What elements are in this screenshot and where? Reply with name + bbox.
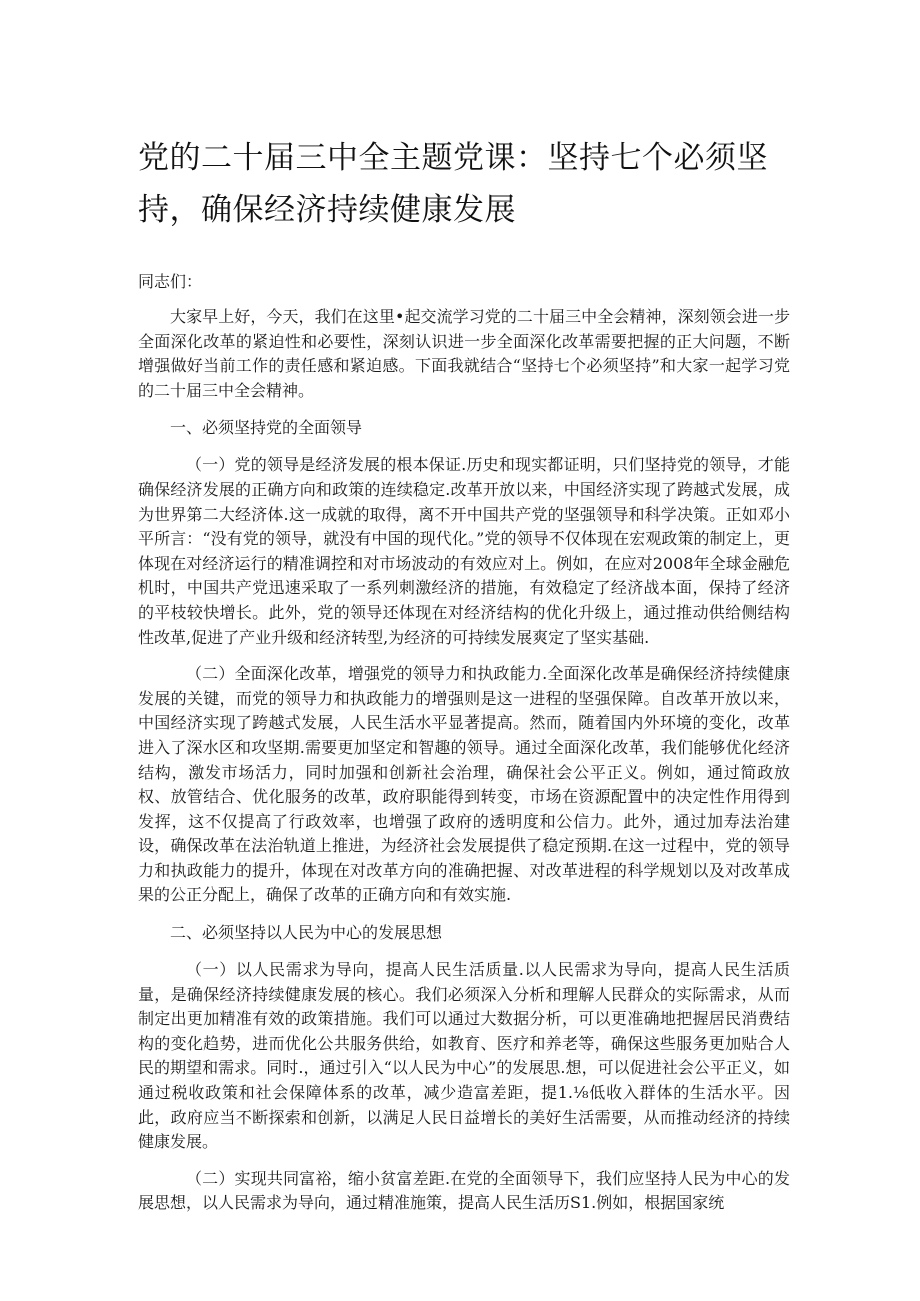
intro-paragraph: 大家早上好，今天，我们在这里•起交流学习党的二十届三中全会精神，深刻领会进一步全面深化改革的紧迫性和必要性，深刻认识进一步全面深化改革需要把握的正大问题，不断增强做好当前工作的责任感和紧迫感。下面我就结合“坚持七个必须坚持”和大家一起学习党的二十届三中全会精神。 [138,307,790,400]
section-heading-2: 二、必须坚持以人民为中心的发展思想 [170,923,443,943]
document-page [138,132,790,1216]
document-title: 党的二十届三中全主题党课：坚持七个必须坚持，确保经济持续健康发展 [138,140,768,228]
section1-paragraph-1: （一）党的领导是经济发展的根本保证.历史和现实都证明，只们坚持党的领导，才能确保经济发展的正确方向和政策的连续稳定.改革开放以来，中国经济实现了跨越式发展，成为世界第二大经济体.这一成就的取得，离不开中国共产党的坚强领导和科学决策。正如邓小平所言：“没有党的领导，就没有中国的现代化。”党的领导不仅体现在宏观政策的制定上，更体现在对经济运行的精准调控和对市场波动的有效应对上。例如，在应对2008年全球金融危机时，中国共产党迅速采取了一系列刺激经济的措施，有效稳定了经济战本面，保持了经济的平枝较快增长。此外，党的领导还体现在对经济结构的优化升级上，通过推动供给侧结构性改革,促进了产业升级和经济转型,为经济的可持续发展爽定了坚实基础. [138,455,790,647]
section1-paragraph-2: （二）全面深化改革，增强党的领导力和执政能力.全面深化改革是确保经济持续健康发展的关键，而党的领导力和执政能力的增强则是这一进程的坚强保障。自改革开放以来，中国经济实现了跨越式发展，人民生活水平显著提高。然而，随着国内外环境的变化，改革进入了深水区和攻坚期.需要更加坚定和智趣的领导。通过全面深化改革，我们能够优化经济结构，激发市场活力，同时加强和创新社会治理，确保社会公平正义。例如，通过简政放权、放管结合、优化服务的改革，政府职能得到转变，市场在资源配置中的决定性作用得到发挥，这不仅提高了行政效率，也增强了政府的透明度和公信力。此外，通过加寿法治建设，确保改革在法治轨道上推进，为经济社会发展提供了稳定预期.在这一过程中，党的领导力和执政能力的提升，体现在对改革方向的准确把握、对改革进程的科学规划以及对改革成果的公正分配上，确保了改革的正确方向和有效实施. [138,664,790,905]
section2-paragraph-1: （一）以人民需求为导向，提高人民生活质量.以人民需求为导向，提高人民生活质量，是确保经济持续健康发展的核心。我们必须深入分析和理解人民群众的实际需求，从而制定出更加精准有效的政策措施。我们可以通过大数据分析，可以更准确地把握居民消费结构的变化趋势，进而优化公共服务供给，如教育、医疗和养老等，确保这些服务更加贴合人民的期望和需求。同时.，通过引入“以人民为中心”的发展思.想，可以促进社会公平正义，如通过税收政策和社会保障体系的改革，减少造富差距，提1.⅛低收入群体的生活水平。因此，政府应当不断探索和创新，以满足人民日益增长的美好生活需要，从而推动经济的持续健康发展。 [138,960,790,1152]
salutation: 同志们： [138,272,203,291]
section2-paragraph-2: （二）实现共同富裕，缩小贫富差距.在党的全面领导下，我们应坚持人民为中心的发展思想，以人民需求为导向，通过精准施策，提高人民生活历S1.例如，根据国家统 [138,1168,790,1213]
section-heading-1: 一、必须坚持党的全面领导 [170,418,363,438]
